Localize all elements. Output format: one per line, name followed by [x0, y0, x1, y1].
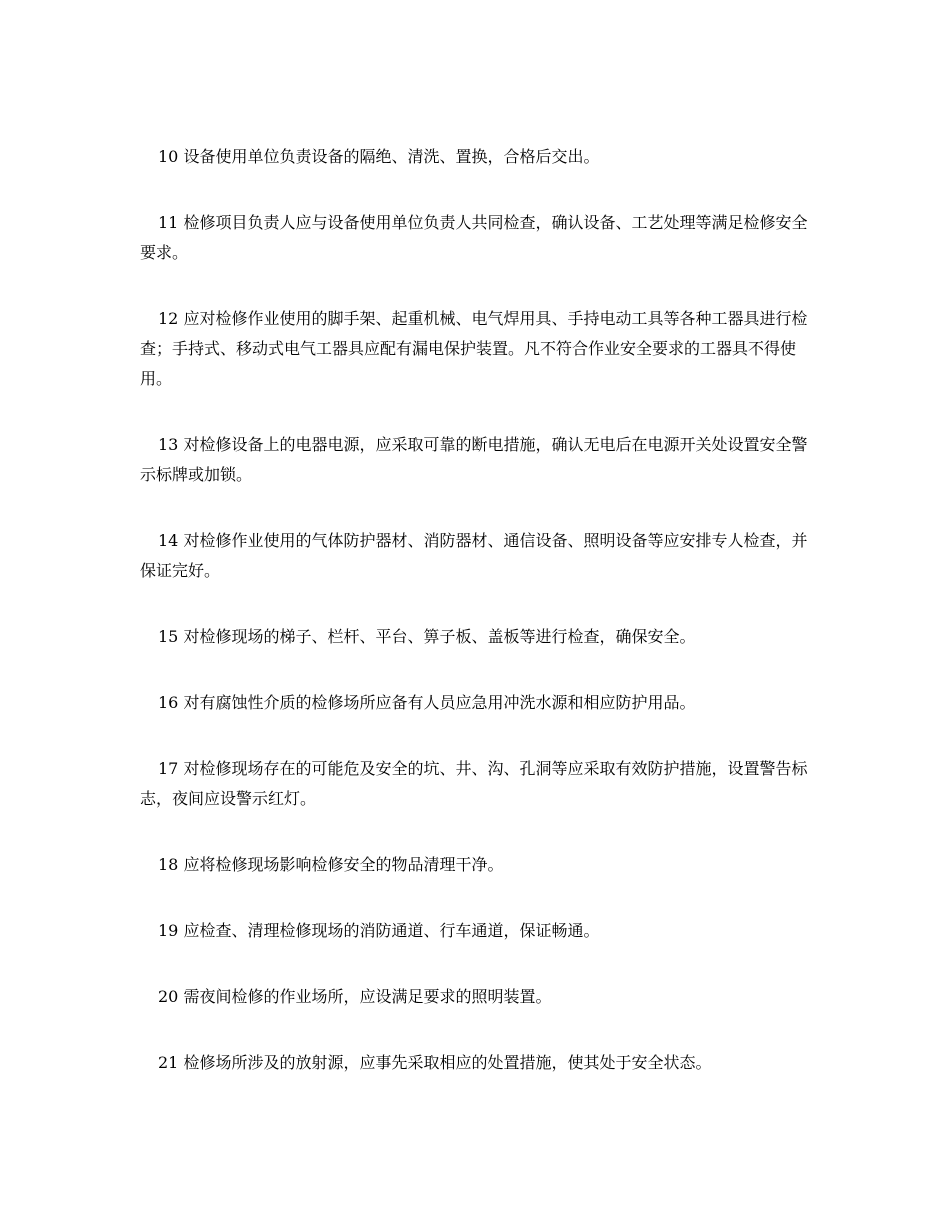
paragraph-20: 20 需夜间检修的作业场所，应设满足要求的照明装置。 [158, 987, 552, 1006]
paragraph-17: 17 对检修现场存在的可能危及安全的坑、井、沟、孔洞等应采取有效防护措施，设置警告标志，夜间应设警示红灯。 [140, 759, 808, 808]
document-body [140, 142, 810, 1114]
paragraph-18: 18 应将检修现场影响检修安全的物品清理干净。 [158, 855, 504, 874]
paragraph-19: 19 应检查、清理检修现场的消防通道、行车通道，保证畅通。 [158, 921, 600, 940]
paragraph-21: 21 检修场所涉及的放射源，应事先采取相应的处置措施，使其处于安全状态。 [158, 1053, 712, 1072]
paragraph-15: 15 对检修现场的梯子、栏杆、平台、箅子板、盖板等进行检查，确保安全。 [158, 627, 696, 646]
paragraph-10: 10 设备使用单位负责设备的隔绝、清洗、置换，合格后交出。 [158, 147, 600, 166]
paragraph-14: 14 对检修作业使用的气体防护器材、消防器材、通信设备、照明设备等应安排专人检查，并保证完好。 [140, 531, 808, 580]
paragraph-13: 13 对检修设备上的电器电源，应采取可靠的断电措施，确认无电后在电源开关处设置安全警示标牌或加锁。 [140, 435, 808, 484]
paragraph-11: 11 检修项目负责人应与设备使用单位负责人共同检查，确认设备、工艺处理等满足检修安全要求。 [140, 213, 808, 262]
paragraph-12: 12 应对检修作业使用的脚手架、起重机械、电气焊用具、手持电动工具等各种工器具进行检查；手持式、移动式电气工器具应配有漏电保护装置。凡不符合作业安全要求的工器具不得使用。 [140, 309, 808, 388]
paragraph-16: 16 对有腐蚀性介质的检修场所应备有人员应急用冲洗水源和相应防护用品。 [158, 693, 696, 712]
